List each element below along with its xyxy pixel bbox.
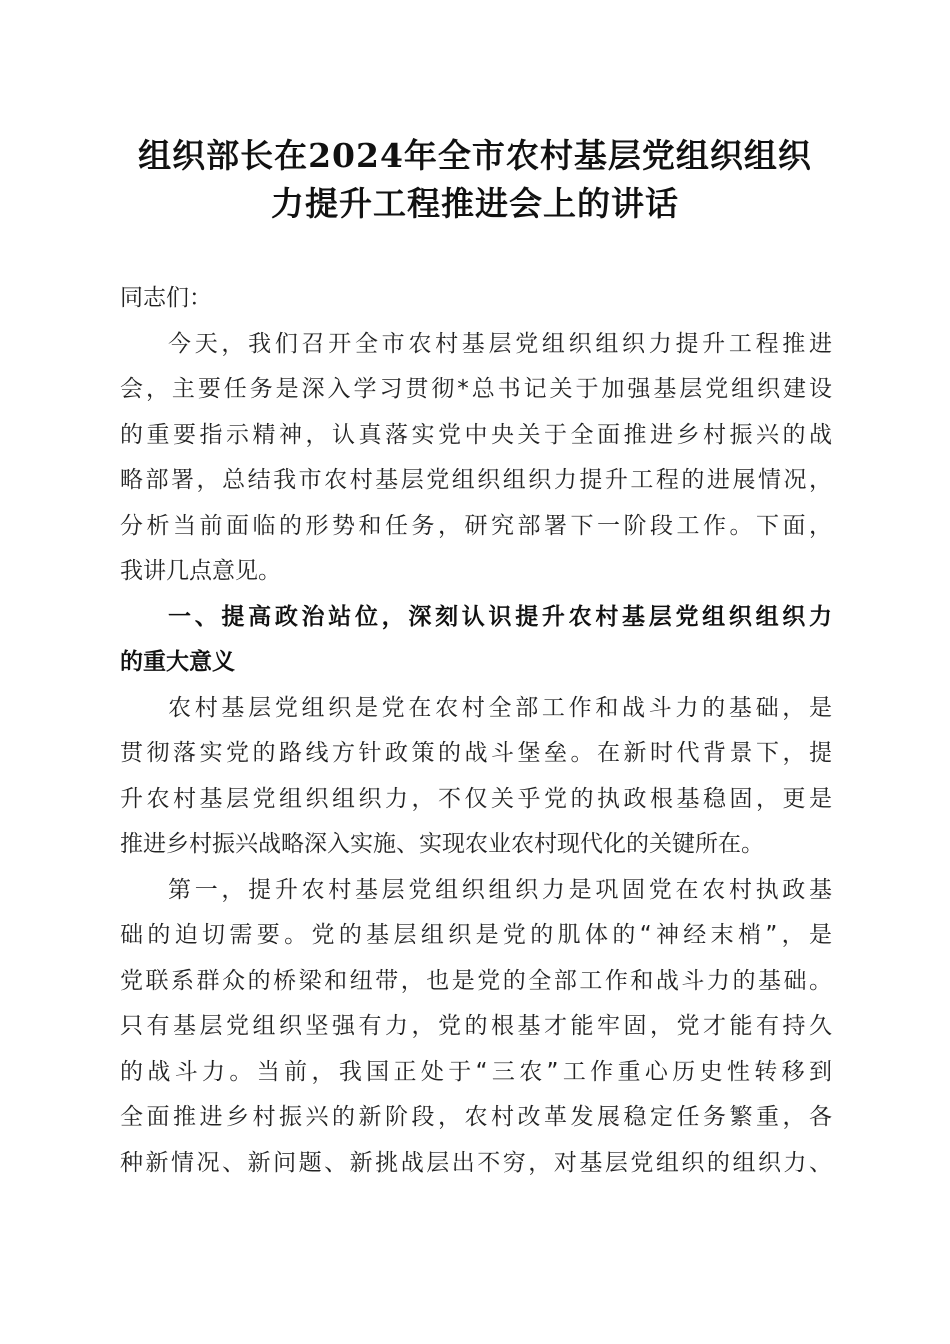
document-title (100, 132, 850, 228)
paragraph-line: 贯彻落实党的路线方针政策的战斗堡垒。在新时代背景下，提 (120, 740, 832, 766)
paragraph-line: 我讲几点意见。 (120, 558, 281, 584)
paragraph-line: 升农村基层党组织组织力，不仅关乎党的执政根基稳固，更是 (120, 785, 832, 812)
paragraph-line: 全面推进乡村振兴的新阶段，农村改革发展稳定任务繁重，各 (120, 1104, 832, 1130)
paragraph-line: 种新情况、新问题、新挑战层出不穷，对基层党组织的组织力、 (120, 1149, 832, 1176)
paragraph-line: 略部署，总结我市农村基层党组织组织力提升工程的进展情况， (120, 467, 832, 493)
paragraph-line: 今天，我们召开全市农村基层党组织组织力提升工程推进 (168, 330, 832, 357)
paragraph-line: 分析当前面临的形势和任务，研究部署下一阶段工作。下面， (120, 512, 832, 539)
paragraph-line: 党联系群众的桥梁和纽带，也是党的全部工作和战斗力的基础。 (120, 967, 832, 994)
paragraph-line: 的战斗力。当前，我国正处于“三农”工作重心历史性转移到 (120, 1058, 832, 1085)
title-line: 组织部长在2024年全市农村基层党组织组织 (138, 136, 812, 175)
title-line: 力提升工程推进会上的讲话 (271, 184, 679, 223)
section-heading-line: 的重大意义 (120, 649, 235, 675)
paragraph-line: 推进乡村振兴战略深入实施、实现农业农村现代化的关键所在。 (120, 831, 764, 857)
paragraph-line: 的重要指示精神，认真落实党中央关于全面推进乡村振兴的战 (120, 421, 832, 448)
salutation: 同志们： (120, 285, 212, 311)
paragraph-line: 础的迫切需要。党的基层组织是党的肌体的“神经末梢”，是 (120, 922, 832, 948)
paragraph-line: 会，主要任务是深入学习贯彻*总书记关于加强基层党组织建设 (120, 376, 832, 402)
document-body (120, 276, 832, 1186)
paragraph-line: 第一，提升农村基层党组织组织力是巩固党在农村执政基 (168, 876, 832, 903)
section-heading-line: 一、提高政治站位，深刻认识提升农村基层党组织组织力 (168, 603, 832, 630)
paragraph-line: 农村基层党组织是党在农村全部工作和战斗力的基础，是 (168, 694, 832, 721)
paragraph-line: 只有基层党组织坚强有力，党的根基才能牢固，党才能有持久 (120, 1013, 832, 1039)
